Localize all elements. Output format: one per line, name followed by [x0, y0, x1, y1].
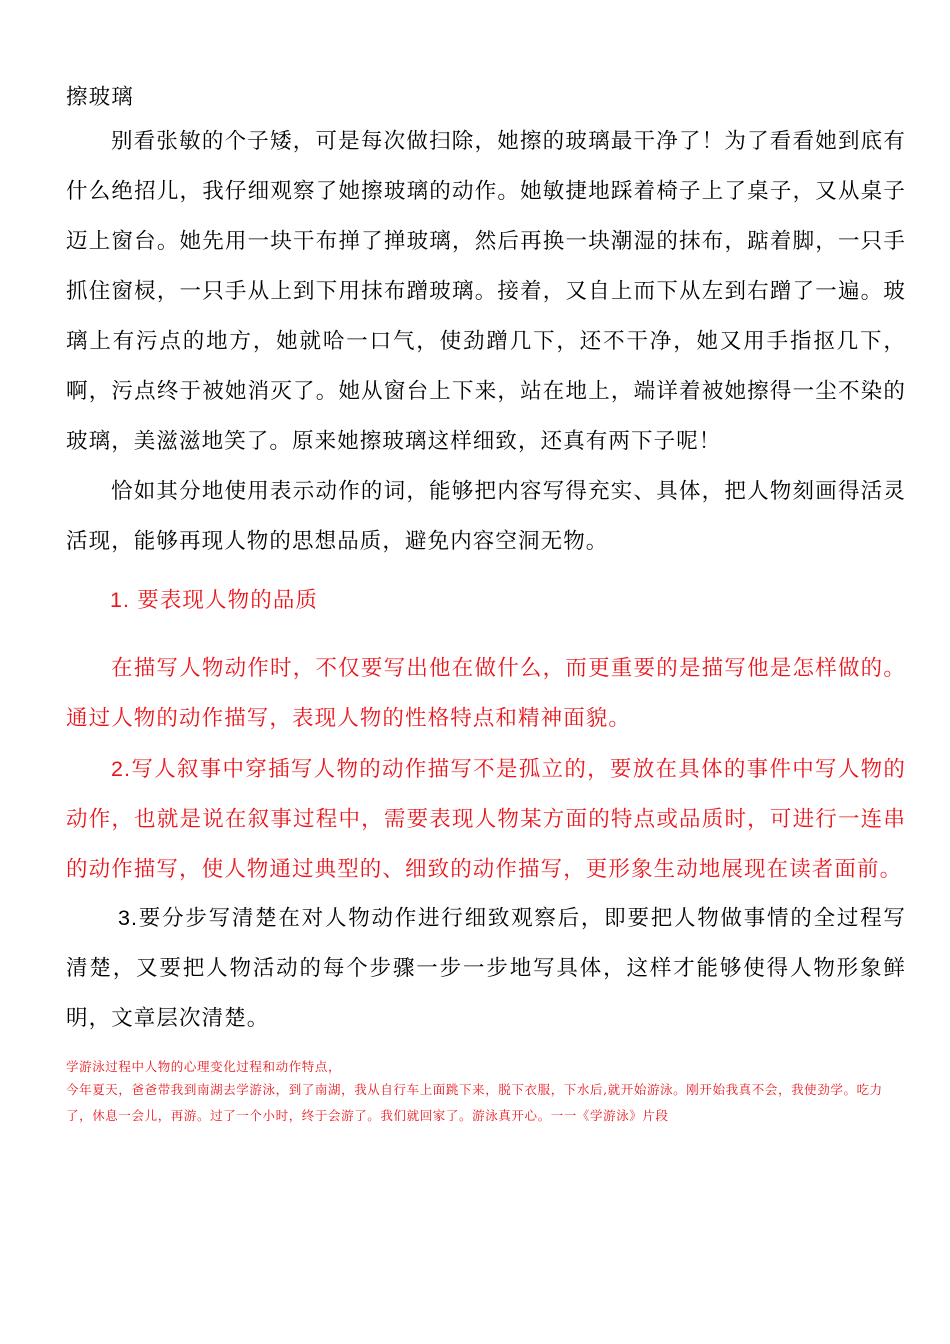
example-excerpt: 今年夏天，爸爸带我到南湖去学游泳，到了南湖，我从自行车上面跳下来，脱下衣服，下水后,就开始游泳。刚开始我真不会，我使劲学。吃力了，休息一会儿，再游。过了一个小时，终于会游了。我们就回家了。游泳真开心。一一《学游泳》片段 — [66, 1082, 883, 1123]
point-2-paragraph — [66, 744, 906, 895]
point-1-number: 1. — [110, 588, 131, 612]
article-title: 擦玻璃 — [66, 85, 134, 110]
example-paragraph: 别看张敏的个子矮，可是每次做扫除，她擦的玻璃最干净了！为了看看她到底有什么绝招儿，我仔细观察了她擦玻璃的动作。她敏捷地踩着椅子上了桌子，又从桌子迈上窗台。她先用一块干布掸了掸玻璃，然后再换一块潮湿的抹布，踮着脚，一只手抓住窗棂，一只手从上到下用抹布蹭玻璃。接着，又自上而下从左到右蹭了一遍。玻璃上有污点的地方，她就哈一口气，使劲蹭几下，还不干净，她又用手指抠几下，啊，污点终于被她消灭了。她从窗台上下来，站在地上，端详着被她擦得一尘不染的玻璃，美滋滋地笑了。原来她擦玻璃这样细致，还真有两下子呢！ — [66, 129, 906, 454]
point-3-number: 3. — [118, 906, 139, 930]
summary-paragraph: 恰如其分地使用表示动作的词，能够把内容写得充实、具体，把人物刻画得活灵活现，能够再现人物的思想品质，避免内容空洞无物。 — [66, 479, 906, 554]
point-3-paragraph — [66, 893, 906, 1044]
example-intro-line: 学游泳过程中人物的心理变化过程和动作特点， — [66, 1059, 342, 1074]
point-2-body: 写人叙事中穿插写人物的动作描写不是孤立的，要放在具体的事件中写人物的动作，也就是说在叙事过程中，需要表现人物某方面的特点或品质时，可进行一连串的动作描写，使人物通过典型的、细致的动作描写，更形象生动地展现在读者面前。 — [66, 757, 906, 882]
point-1-body: 在描写人物动作时，不仅要写出他在做什么，而更重要的是描写他是怎样做的。通过人物的动作描写，表现人物的性格特点和精神面貌。 — [66, 656, 906, 731]
point-2-number: 2. — [111, 757, 132, 781]
point-1-heading-text: 要表现人物的品质 — [137, 588, 319, 613]
point-3-body: 要分步写清楚在对人物动作进行细致观察后，即要把人物做事情的全过程写清楚，又要把人物活动的每个步骤一步一步地写具体，这样才能够使得人物形象鲜明，文章层次清楚。 — [66, 906, 906, 1031]
point-1-heading — [110, 575, 510, 626]
